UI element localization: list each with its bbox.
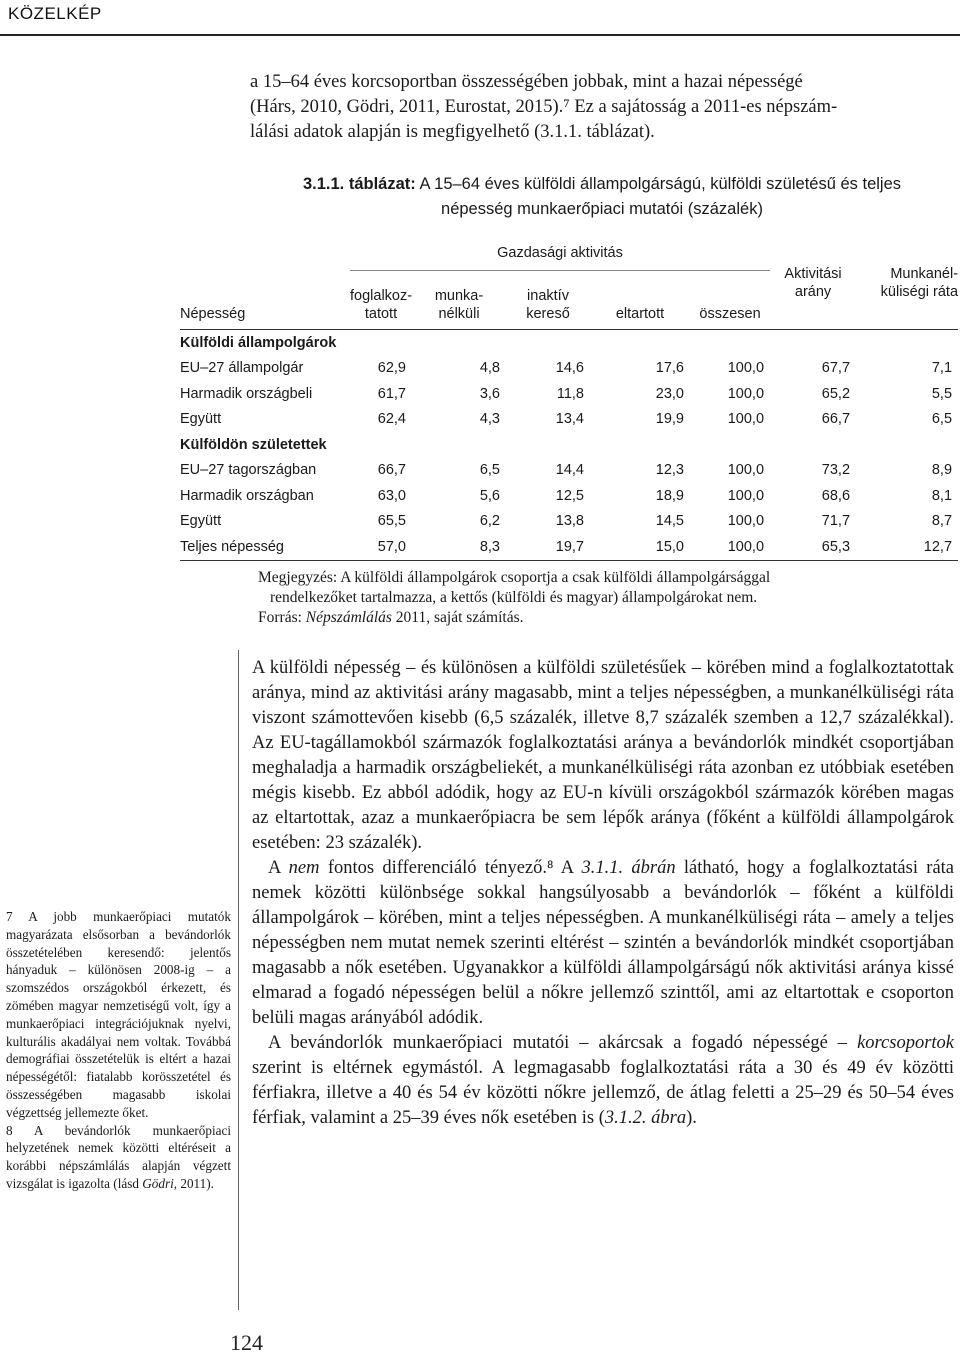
table-row-label: EU–27 állampolgár: [180, 360, 304, 377]
table-cell: 11,8: [556, 385, 584, 402]
table-cell: 18,9: [655, 487, 684, 504]
table-cell: 8,7: [931, 513, 953, 530]
text-span: 8 A bevándorlók munkaerőpiaci helyzetének nemek közötti eltéréseit a korábbi népszámlálás alapján végzett vizsgálat is igazolta (lásd: [6, 1122, 231, 1191]
table-cell: 62,4: [377, 411, 406, 428]
table-cell: 6,5: [931, 411, 953, 428]
table-cell: 14,4: [555, 462, 584, 479]
text-span: fontos differenciáló tényező.⁸ A: [319, 858, 582, 878]
table-header-population: Népesség: [180, 306, 246, 322]
table-cell: 15,0: [655, 538, 684, 555]
table-row: [180, 458, 958, 484]
table-caption-title-part1: A 15–64 éves külföldi állampolgárságú, külföldi születésű és teljes: [419, 175, 902, 193]
intro-line: lálási adatok alapján is megfigyelhető (3.1.1. táblázat).: [250, 122, 655, 142]
header-line: arány: [794, 283, 832, 300]
table-row-label: Harmadik országban: [180, 487, 314, 504]
source-suffix: 2011, saját számítás.: [391, 609, 524, 626]
table-cell: 14,5: [655, 513, 684, 530]
table-cell: 12,3: [655, 462, 684, 479]
table-cell: 100,0: [727, 385, 765, 402]
table-group-title: Külföldön születettek: [180, 436, 327, 453]
table-row: [180, 483, 958, 509]
header-line: foglalkoz-: [350, 288, 413, 304]
table-caption-number: 3.1.1. táblázat:: [302, 175, 416, 193]
table-cell: 6,2: [479, 513, 500, 530]
table-row-total: [180, 534, 958, 560]
table-cell: 3,6: [479, 385, 500, 402]
source-title: Népszámlálás: [305, 609, 392, 626]
table-cell: 8,1: [931, 487, 953, 504]
table-cell: 71,7: [821, 513, 851, 530]
table-group-title: Külföldi állampolgárok: [180, 334, 337, 351]
table-cell: 63,0: [377, 487, 406, 504]
text-span: , 2011).: [173, 1175, 214, 1191]
text-span: szerint is eltérnek egymástól. A legmagasabb foglalkoztatási ráta a 30 és 49 év közötti férfiakra, illetve a 40 és 54 év közötti nőkre jellemző, de átlag feletti a 25–29 és 50–54 éves férfiak, valamint a 25–39 éves nők esetében is (: [252, 1058, 954, 1128]
intro-line: [250, 95, 950, 120]
table-row-label: Együtt: [180, 513, 222, 530]
body-paragraph: [252, 856, 954, 1031]
intro-paragraph: [250, 70, 950, 145]
author-name: Gödri: [142, 1175, 174, 1191]
table-cell: 12,5: [555, 487, 584, 504]
table-header-dependent: eltartott: [615, 306, 665, 322]
footnotes: [6, 908, 231, 1193]
table-caption: [246, 172, 958, 222]
table-cell: 100,0: [727, 360, 765, 377]
table-cell: 62,9: [377, 360, 406, 377]
text-span: A: [268, 858, 289, 878]
table-header-inactive-seeker: [506, 271, 590, 330]
table-cell: 65,5: [377, 513, 406, 530]
table-row: [180, 356, 958, 382]
table-cell: 8,9: [931, 462, 953, 479]
table-header-employed: [350, 271, 412, 330]
table-cell: 5,5: [931, 385, 953, 402]
table-cell: 13,4: [555, 411, 584, 428]
table-cell: 6,5: [479, 462, 500, 479]
source-prefix: Forrás:: [258, 609, 306, 626]
table-header-unemployed: [412, 271, 506, 330]
table-cell: 66,7: [821, 411, 851, 428]
table-cell: 4,8: [479, 360, 500, 377]
table-row: [180, 509, 958, 535]
table-cell: 17,6: [655, 360, 684, 377]
table-cell: 61,7: [377, 385, 406, 402]
intro-line: a 15–64 éves korcsoportban összességében jobbak, mint a hazai népességé: [250, 72, 803, 92]
table-row: [180, 381, 958, 407]
table-cell: 100,0: [727, 487, 765, 504]
text-span: ).: [686, 1108, 697, 1128]
note-line: rendelkezőket tartalmazza, a kettős (külföldi és magyar) állampolgárokat nem.: [270, 589, 758, 606]
text-span: A bevándorlók munkaerőpiaci mutatói – akárcsak a fogadó népességé –: [268, 1033, 858, 1053]
table-cell: 100,0: [727, 513, 765, 530]
source-line: [258, 608, 958, 628]
note-line: Megjegyzés: A külföldi állampolgárok csoportja a csak külföldi állampolgársággal: [258, 569, 771, 586]
table-cell: 7,1: [931, 360, 953, 377]
statistics-table: [180, 236, 958, 561]
table-group-row: [180, 330, 958, 356]
table-header-unemployment-rate: [856, 236, 958, 330]
emphasis: korcsoportok: [857, 1033, 954, 1053]
table-row-label: Együtt: [180, 411, 222, 428]
header-rule: [0, 34, 960, 36]
table-cell: 100,0: [727, 462, 765, 479]
table-header-empty: [180, 236, 350, 271]
table-cell: 23,0: [655, 385, 684, 402]
table-header-activity-rate: [770, 236, 856, 330]
table-cell: 66,7: [377, 462, 406, 479]
table-header-total: összesen: [699, 306, 761, 322]
section-header-label: KÖZELKÉP: [8, 4, 102, 23]
text-span: látható, hogy a foglalkoztatási ráta nemek közötti különbsége sokkal hangsúlyosabb a bevándorlók – főként a külföldi állampolgárok – körében, mint a teljes népességben. A munkanélküliségi ráta – amely a teljes népességben nem mutat nemek szerinti eltérést – szintén a bevándorlók mindkét csoportjában magasabb a nők esetében. Ugyanakkor a külföldi állampolgárságú nők aktivitási aránya kissé elmarad a fogadó népességen belül a nőkre jellemző szinttől, ami az eltartottak e csoporton belüli magas arányából adódik.: [252, 858, 955, 1028]
table-group-row: [180, 432, 958, 458]
table-cell: 67,7: [821, 360, 851, 377]
table-caption-line1: [246, 172, 958, 197]
table-cell: 13,8: [555, 513, 584, 530]
figure-reference: 3.1.1. ábrán: [581, 858, 676, 878]
table-cell: 57,0: [377, 538, 406, 555]
table-cell: 5,6: [479, 487, 500, 504]
header-line: Munkanél-: [890, 265, 959, 282]
table-cell: 73,2: [821, 462, 851, 479]
table-cell: 4,3: [479, 411, 500, 428]
table-row-label: Teljes népesség: [180, 538, 284, 555]
table-cell: 19,7: [555, 538, 584, 555]
table-cell: 100,0: [727, 411, 765, 428]
footnote-7: 7 A jobb munkaerőpiaci mutatók magyarázata elsősorban a bevándorlók összetételében keresendő: jelentős hányaduk – különösen 2008-ig – a szomszédos országokból érkezett, és zömében magyar nemzetiségű volt, így a munkaerőpiaci integrációjuknak nyelvi, kulturális akadályai nem voltak. Továbbá demográfiai összetételük is eltért a hazai népességétől: fiatalabb korösszetétel és összességében magasabb iskolai végzettség jellemezte őket.: [6, 909, 231, 1120]
table-caption-title-part2: népesség munkaerőpiaci mutatói (százalék): [441, 200, 763, 218]
table-row-label: Harmadik országbeli: [180, 385, 313, 402]
table-note: [258, 568, 958, 628]
footnote-8: [6, 1122, 231, 1193]
body-paragraph: A külföldi népesség – és különösen a külföldi születésűek – körében mind a foglalkoztatottak aránya, mind az aktivitási arány magasabb, mint a teljes népességben, a munkanélküliségi ráta viszont számottevően kisebb (6,5 százalék, illetve 8,7 százalék szemben a 12,7 százalékkal). Az EU-tagállamokból származók foglalkoztatási aránya a bevándorlók mindkét csoportjában meghaladja a harmadik országbeliekét, a munkanélküliségi ráta azonban ez utóbbiak esetében mégis kisebb. Ez abból adódik, hogy az EU-n kívüli országokból származók körében magas az eltartottak, azaz a munkaerőpiacra be sem lépők aránya (főként a külföldi állampolgárok esetében: 23 százalék).: [252, 658, 954, 853]
table-cell: 100,0: [727, 538, 765, 555]
figure-reference: 3.1.2. ábra: [604, 1108, 687, 1128]
body-text: [252, 656, 954, 1131]
column-divider: [238, 650, 239, 1310]
header-line: küliségi ráta: [880, 283, 959, 300]
header-line: tatott: [364, 306, 398, 322]
header-line: Aktivitási: [784, 265, 842, 282]
table-cell: 19,9: [655, 411, 684, 428]
header-line: kereső: [526, 306, 570, 322]
page-number: 124: [230, 1330, 263, 1355]
header-line: munka-: [434, 288, 484, 304]
header-line: nélküli: [438, 306, 480, 322]
table-cell: 65,2: [821, 385, 851, 402]
table-header-row-top: [180, 236, 958, 271]
table-cell: 65,3: [821, 538, 851, 555]
table-row-label: EU–27 tagországban: [180, 462, 317, 479]
intro-line-text: (Hárs, 2010, Gödri, 2011, Eurostat, 2015).⁷ Ez a sajátosság a 2011-es népszám-: [250, 97, 838, 117]
table-cell: 12,7: [923, 538, 953, 555]
table-row: [180, 407, 958, 433]
table-cell: 14,6: [555, 360, 584, 377]
header-line: inaktív: [527, 288, 569, 304]
table-cell: 68,6: [821, 487, 851, 504]
table-header-economic-activity: Gazdasági aktivitás: [350, 236, 770, 271]
emphasis: nem: [288, 858, 320, 878]
table-cell: 8,3: [479, 538, 500, 555]
body-paragraph: [252, 1031, 954, 1131]
